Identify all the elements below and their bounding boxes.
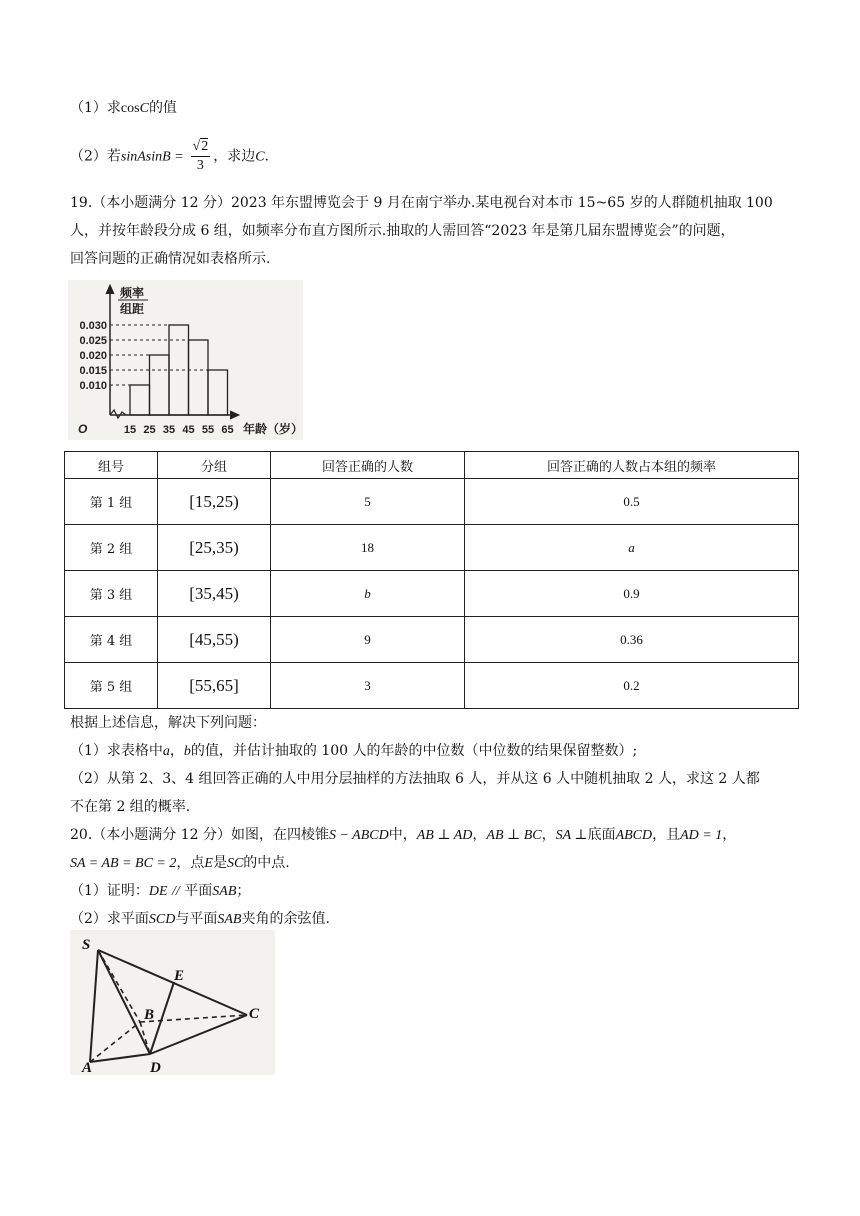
table-row: [65, 479, 799, 525]
correct-freq-cell: 0.9: [465, 571, 799, 617]
correct-freq-cell: 0.5: [465, 479, 799, 525]
correct-freq-cell: 0.36: [465, 617, 799, 663]
q19-line2: 人，并按年龄段分成 6 组，如频率分布直方图所示.抽取的人需回答“2023 年是第几届东盟博览会”的问题，: [70, 223, 735, 239]
x-tick-label: 45: [182, 424, 195, 436]
frequency-histogram: [68, 280, 303, 440]
x-axis-label: 年龄（岁）: [243, 422, 303, 436]
vertex-label-e: E: [174, 968, 185, 984]
header-group-id: 组号: [65, 452, 158, 479]
y-tick-label: 0.020: [79, 350, 107, 362]
interval-cell: [25,35): [158, 525, 271, 571]
group-cell: 第 3 组: [65, 571, 158, 617]
table-row: [65, 525, 799, 571]
interval-cell: [15,25): [158, 479, 271, 525]
q19-sub2-line2: 不在第 2 组的概率.: [70, 799, 191, 815]
pyramid-figure: [70, 930, 275, 1075]
table-row: [65, 663, 799, 709]
q19-line3: 回答问题的正确情况如表格所示.: [70, 251, 271, 267]
q20-line1: 20.（本小题满分 12 分）如图，在四棱锥S − ABCD中，AB ⊥ AD，AB ⊥ BC，SA ⊥底面ABCD，且AD = 1，: [70, 827, 737, 843]
vertex-label-b: B: [144, 1007, 155, 1023]
table-row: [65, 617, 799, 663]
q18-part2: （2）若sinAsinB = $\frac{√2}{3}$ ，求边C.: [70, 139, 269, 173]
q19-line1: 19.（本小题满分 12 分）2023 年东盟博览会于 9 月在南宁举办.某电视台对本市 15~65 岁的人群随机抽取 100: [70, 195, 773, 211]
correct-count-cell: 18: [271, 525, 465, 571]
correct-count-cell: 3: [271, 663, 465, 709]
x-tick-label: 55: [201, 424, 215, 436]
q19-after: 根据上述信息，解决下列问题：: [70, 715, 266, 731]
group-cell: 第 1 组: [65, 479, 158, 525]
interval-cell: [35,45): [158, 571, 271, 617]
y-tick-label: 0.030: [79, 320, 107, 332]
interval-cell: [45,55): [158, 617, 271, 663]
interval-cell: [55,65]: [158, 663, 271, 709]
sqrt2-over-3-fraction: $\frac{√2}{3}$: [192, 139, 209, 173]
correct-count-cell: 9: [271, 617, 465, 663]
y-tick-label: 0.015: [79, 365, 107, 377]
x-tick-label: 35: [162, 424, 176, 436]
group-cell: 第 2 组: [65, 525, 158, 571]
x-tick-label: 15: [123, 424, 137, 436]
q20-line2: SA = AB = BC = 2，点E是SC的中点.: [70, 855, 290, 871]
q20-part2: （2）求平面SCD与平面SAB夹角的余弦值.: [70, 911, 330, 927]
q18-part1: （1）求cosC的值: [70, 100, 177, 116]
x-tick-label: 25: [143, 424, 156, 436]
header-interval: 分组: [158, 452, 271, 479]
correct-freq-cell: 0.2: [465, 663, 799, 709]
correct-freq-cell: a: [465, 525, 799, 571]
answer-table: [64, 451, 799, 709]
group-cell: 第 4 组: [65, 617, 158, 663]
table-row: [65, 571, 799, 617]
y-tick-label: 0.025: [79, 335, 107, 347]
q19-sub1: （1）求表格中a，b的值，并估计抽取的 100 人的年龄的中位数（中位数的结果保留整数）;: [70, 743, 638, 759]
x-tick-label: 65: [221, 424, 234, 436]
table-header-row: [65, 452, 799, 479]
ylabel-top: 频率: [120, 286, 145, 300]
header-correct-freq: 回答正确的人数占本组的频率: [465, 452, 799, 479]
vertex-label-s: S: [82, 937, 91, 953]
y-tick-label: 0.010: [79, 380, 107, 392]
vertex-label-c: C: [249, 1006, 260, 1022]
ylabel-bottom: 组距: [120, 302, 145, 316]
origin-label: O: [78, 422, 88, 436]
correct-count-cell: 5: [271, 479, 465, 525]
q20-part1: （1）证明：DE // 平面SAB；: [70, 883, 251, 899]
vertex-label-d: D: [150, 1060, 161, 1075]
q19-sub2-line1: （2）从第 2、3、4 组回答正确的人中用分层抽样的方法抽取 6 人，并从这 6 人中随机抽取 2 人，求这 2 人都: [70, 771, 760, 787]
correct-count-cell: b: [271, 571, 465, 617]
group-cell: 第 5 组: [65, 663, 158, 709]
header-correct-count: 回答正确的人数: [271, 452, 465, 479]
vertex-label-a: A: [82, 1060, 93, 1075]
